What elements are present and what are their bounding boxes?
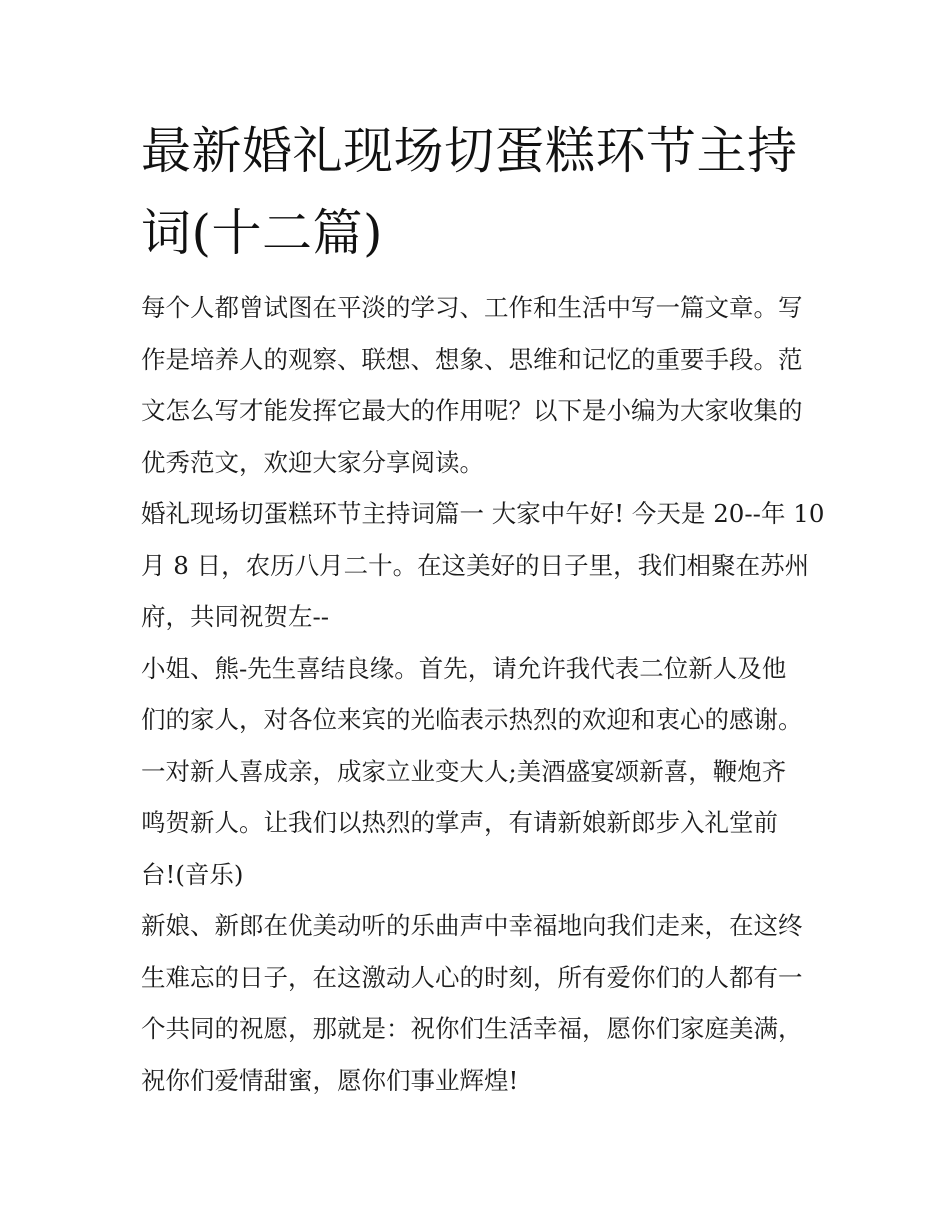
body-line: 个共同的祝愿，那就是：祝你们生活幸福，愿你们家庭美满， — [141, 1014, 803, 1043]
body-line: 月 8 日，农历八月二十。在这美好的日子里，我们相聚在苏州 — [141, 550, 810, 580]
body-line: 生难忘的日子，在这激动人心的时刻，所有爱你们的人都有一 — [141, 962, 803, 992]
body-line: 婚礼现场切蛋糕环节主持词篇一 大家中午好! 今天是 20--年 10 — [141, 499, 825, 528]
document-page — [141, 110, 825, 1106]
document-title — [141, 110, 821, 274]
document-body — [141, 282, 825, 1106]
body-line: 文怎么写才能发挥它最大的作用呢？以下是小编为大家收集的 — [141, 396, 803, 425]
body-line: 台!(音乐) — [141, 859, 244, 889]
body-line: 小姐、熊-先生喜结良缘。首先，请允许我代表二位新人及他 — [141, 653, 787, 683]
body-line: 作是培养人的观察、联想、想象、思维和记忆的重要手段。范 — [141, 344, 803, 374]
body-line: 一对新人喜成亲，成家立业变大人;美酒盛宴颂新喜，鞭炮齐 — [141, 756, 787, 786]
body-line: 每个人都曾试图在平淡的学习、工作和生活中写一篇文章。写 — [141, 293, 803, 322]
body-line: 鸣贺新人。让我们以热烈的掌声，有请新娘新郎步入礼堂前 — [141, 808, 778, 837]
body-line: 祝你们爱情甜蜜，愿你们事业辉煌! — [141, 1065, 519, 1095]
body-line: 优秀范文，欢迎大家分享阅读。 — [141, 447, 484, 477]
body-line: 新娘、新郎在优美动听的乐曲声中幸福地向我们走来，在这终 — [141, 911, 803, 940]
body-line: 府，共同祝贺左-- — [141, 602, 330, 631]
title-line: 词(十二篇) — [141, 204, 384, 262]
title-line: 最新婚礼现场切蛋糕环节主持 — [141, 122, 798, 180]
body-line: 们的家人，对各位来宾的光临表示热烈的欢迎和衷心的感谢。 — [141, 705, 803, 734]
